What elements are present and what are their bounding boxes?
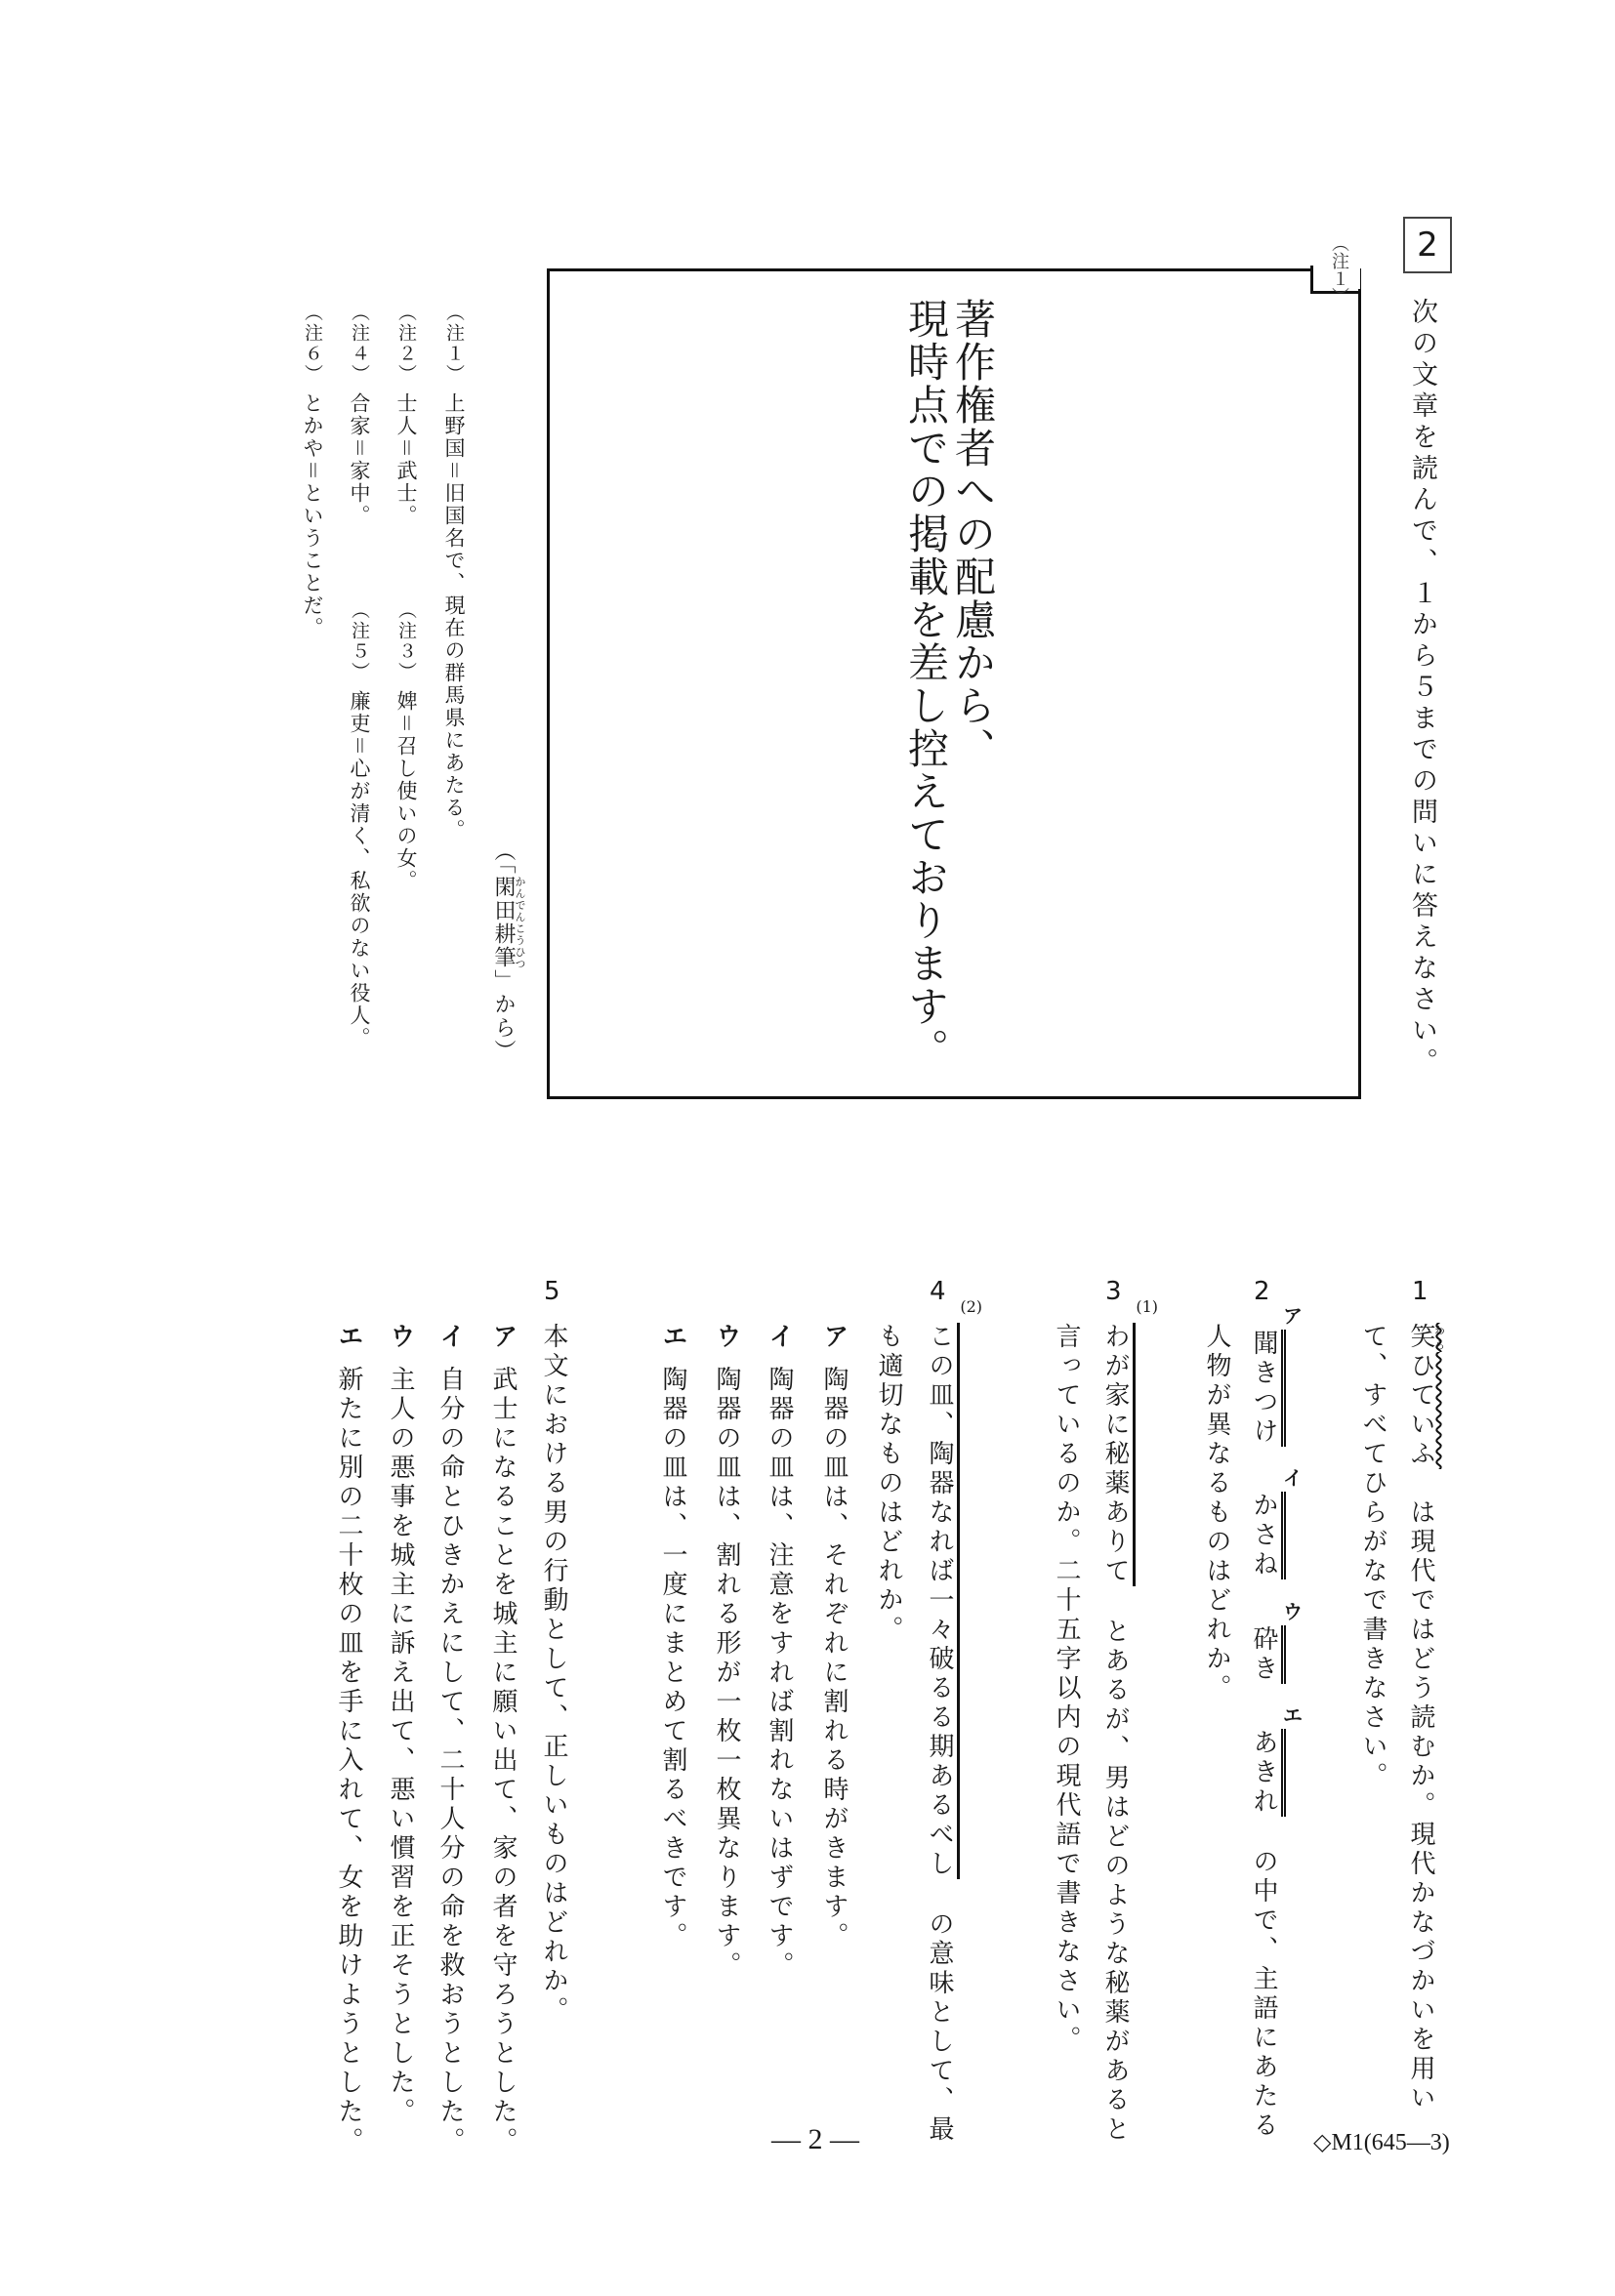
option-text: 自分の命とひきかえにして、二十人分の命を救おうとした。 bbox=[435, 1366, 465, 2156]
label-u: ウ bbox=[1283, 1599, 1303, 1623]
option-text: 新たに別の二十枚の皿を手に入れて、女を助けようとした。 bbox=[334, 1366, 363, 2156]
q5-option-a[interactable] bbox=[485, 1323, 521, 2156]
option-letter: ウ bbox=[386, 1323, 415, 1352]
citation bbox=[488, 840, 526, 1063]
option-text: 主人の悪事を城主に訴え出て、悪い慣習を正そうとした。 bbox=[386, 1366, 415, 2127]
q2-item-text: 砕き bbox=[1249, 1624, 1278, 1684]
note-marker: （注６） bbox=[302, 303, 323, 385]
note-1 bbox=[439, 303, 469, 841]
q2-item-text: かさね bbox=[1249, 1492, 1278, 1580]
q3-line-2: 言っているのか。二十五字以内の現代語で書きなさい。 bbox=[1052, 1323, 1081, 2055]
note-marker: （注３） bbox=[395, 600, 417, 682]
citation-ruby: かんでんこうひつ bbox=[514, 876, 526, 969]
option-text: 陶器の皿は、割れる形が一枚一枚異なります。 bbox=[712, 1366, 741, 1981]
q5-text: 本文における男の行動として、正しいものはどれか。 bbox=[539, 1323, 568, 2026]
q4-number: 4 bbox=[930, 1277, 946, 1306]
q2-item-u bbox=[1249, 1599, 1303, 1684]
note-text: 士人＝武士。 bbox=[394, 392, 418, 527]
label-a: ア bbox=[1283, 1304, 1303, 1328]
q1-text: は現代ではどう読むか。現代かなづかいを用い bbox=[1406, 1498, 1435, 2114]
label-e: エ bbox=[1283, 1702, 1303, 1727]
q1-line-1 bbox=[1403, 1323, 1445, 2113]
exam-code: ◇M1(645—3) bbox=[1313, 2130, 1450, 2155]
q4-option-a[interactable] bbox=[816, 1323, 852, 1951]
q5-option-i[interactable] bbox=[433, 1323, 469, 2156]
citation-close: 」から） bbox=[491, 969, 516, 1063]
q3-number: 3 bbox=[1105, 1277, 1122, 1306]
question-number-box: 2 bbox=[1403, 217, 1452, 273]
q4-target-text: この皿、陶器なれば一々破るる期あるべし bbox=[925, 1323, 954, 1879]
q3-target bbox=[1100, 1297, 1158, 1586]
note-marker: （注１） bbox=[443, 303, 465, 385]
q1-target-ruby: わら bbox=[1432, 1323, 1446, 1352]
q1-target-base: 笑 bbox=[1406, 1323, 1435, 1352]
q2-line-2: 人物が異なるものはどれか。 bbox=[1202, 1323, 1231, 1703]
note-text: 廉吏＝心が清く、私欲のない役人。 bbox=[348, 690, 371, 1049]
q1-target bbox=[1406, 1323, 1446, 1469]
note-6 bbox=[298, 303, 327, 639]
citation-title-text: 閑田耕筆 bbox=[491, 876, 516, 969]
q2-item-i bbox=[1249, 1466, 1303, 1580]
label-i: イ bbox=[1283, 1466, 1303, 1491]
option-text: 陶器の皿は、それぞれに割れる時がきます。 bbox=[819, 1366, 849, 1951]
q5-number: 5 bbox=[544, 1277, 560, 1306]
q3-line-1 bbox=[1097, 1297, 1158, 2146]
q4-option-i[interactable] bbox=[762, 1323, 798, 1981]
q2-line-1 bbox=[1246, 1304, 1303, 2142]
note-marker: （注２） bbox=[395, 303, 417, 385]
q4-line-2: も適切なものはどれか。 bbox=[874, 1323, 903, 1645]
copyright-line-1: 著作権者への配慮から、 bbox=[949, 298, 997, 770]
copyright-line-2: 現時点での掲載を差し控えております。 bbox=[902, 298, 950, 1071]
q4-target-label: (2) bbox=[960, 1297, 982, 1316]
note-text: 上野国＝旧国名で、現在の群馬県にあたる。 bbox=[442, 392, 466, 841]
q2-item-text: 聞きつけ bbox=[1249, 1330, 1278, 1447]
q3-target-label: (1) bbox=[1136, 1297, 1158, 1316]
note-text: 合家＝家中。 bbox=[348, 392, 371, 527]
q4-option-e[interactable] bbox=[655, 1323, 691, 1951]
option-letter: ア bbox=[488, 1323, 518, 1352]
q5-option-u[interactable] bbox=[383, 1323, 419, 2127]
q1-number: 1 bbox=[1412, 1277, 1429, 1306]
q1-line-2: て、すべてひらがなで書きなさい。 bbox=[1358, 1323, 1387, 1791]
citation-title bbox=[491, 876, 526, 969]
note-marker: （注４） bbox=[349, 303, 370, 385]
option-text: 武士になることを城主に願い出て、家の者を守ろうとした。 bbox=[488, 1366, 518, 2156]
note-5 bbox=[345, 600, 374, 1049]
q3-text: とあるが、男はどのような秘薬があると bbox=[1100, 1618, 1130, 2146]
q1-target-rest: ひていふ bbox=[1406, 1352, 1435, 1469]
q2-item-e bbox=[1249, 1702, 1303, 1817]
q4-text: の意味として、最 bbox=[925, 1910, 954, 2146]
instruction-text: 次の文章を読んで、１から５までの問いに答えなさい。 bbox=[1407, 298, 1437, 1079]
citation-open: （「 bbox=[491, 840, 516, 876]
note-3 bbox=[392, 600, 421, 892]
page-number: — 2 — bbox=[771, 2123, 859, 2155]
option-letter: ウ bbox=[712, 1323, 741, 1352]
note-text: 婢＝召し使いの女。 bbox=[394, 690, 418, 892]
option-letter: エ bbox=[658, 1323, 687, 1352]
q3-target-text: わが家に秘薬ありて bbox=[1100, 1323, 1130, 1586]
note-text: とかや＝ということだ。 bbox=[301, 392, 324, 639]
note-4 bbox=[345, 303, 374, 527]
option-text: 陶器の皿は、注意をすれば割れないはずです。 bbox=[765, 1366, 794, 1981]
q4-target bbox=[925, 1297, 982, 1879]
option-letter: イ bbox=[765, 1323, 794, 1352]
passage-note-marker: （注１） bbox=[1329, 234, 1349, 305]
option-text: 陶器の皿は、一度にまとめて割るべきです。 bbox=[658, 1366, 687, 1951]
q2-item-a bbox=[1249, 1304, 1303, 1447]
q4-line-1 bbox=[922, 1297, 982, 2146]
note-2 bbox=[392, 303, 421, 527]
q4-option-u[interactable] bbox=[709, 1323, 745, 1981]
option-letter: イ bbox=[435, 1323, 465, 1352]
option-letter: ア bbox=[819, 1323, 849, 1352]
q2-item-text: あきれ bbox=[1249, 1728, 1278, 1817]
option-letter: エ bbox=[334, 1323, 363, 1352]
note-marker: （注５） bbox=[349, 600, 370, 682]
q2-number: 2 bbox=[1254, 1277, 1270, 1306]
q5-option-e[interactable] bbox=[331, 1323, 367, 2156]
q2-text: の中で、主語にあたる bbox=[1249, 1848, 1278, 2142]
